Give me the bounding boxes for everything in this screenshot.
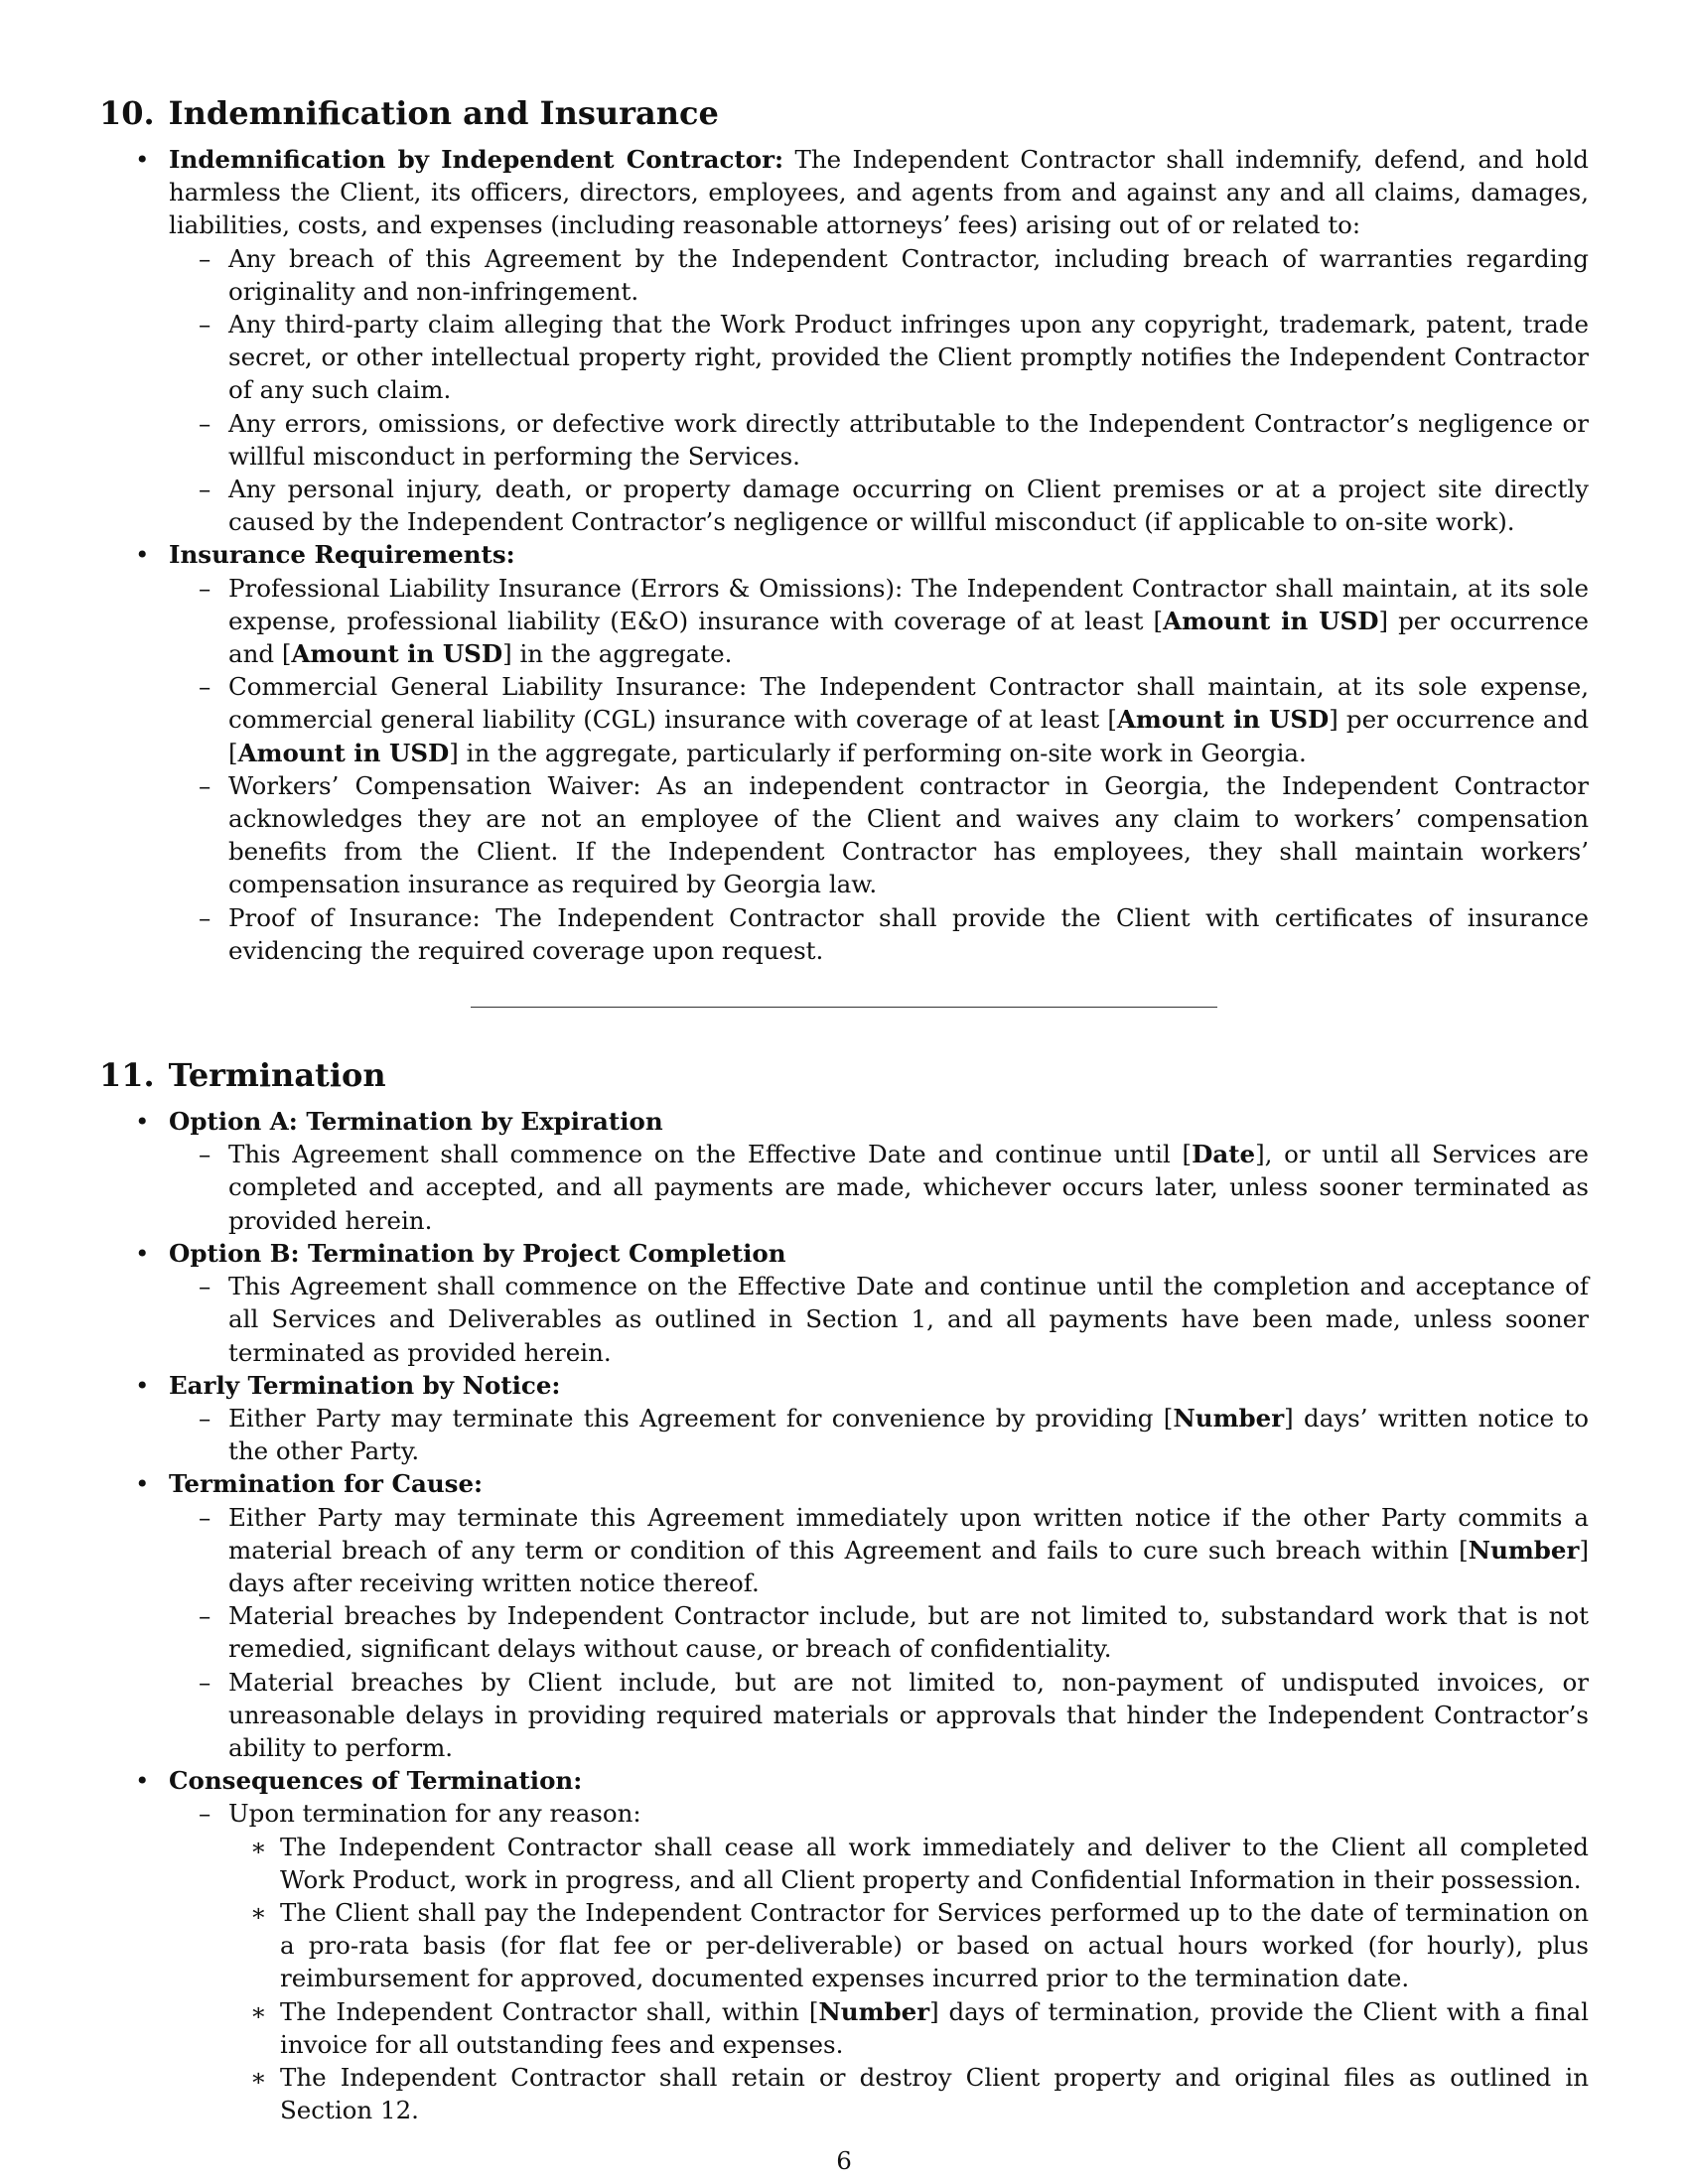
sub-list-item: [99, 407, 1589, 473]
section-10-heading: [99, 91, 1589, 135]
list-item: [99, 1105, 1589, 1237]
sub-sub-list-item: [99, 1896, 1589, 1995]
item-text: ] per occurrence and [: [228, 705, 1590, 767]
sub-sub-list-item: [99, 1995, 1589, 2061]
section-title: Termination: [168, 1056, 386, 1095]
item-label: Option A: Termination by Expiration: [169, 1107, 663, 1137]
sub-list: [169, 1270, 1589, 1369]
bullet-icon: •: [135, 1238, 150, 1268]
item-label: Option B: Termination by Project Completion: [169, 1238, 786, 1268]
item-text: Material breaches by Independent Contractor include, but are not limited to, substandard work that is not remedied, significant delays without cause, or breach of confidentiality.: [228, 1601, 1589, 1664]
item-text: Any personal injury, death, or property damage occurring on Client premises or at a project site directly caused by the Independent Contractor’s negligence or willful misconduct (if applicable to on-site work).: [228, 475, 1589, 537]
item-label: Early Termination by Notice:: [169, 1370, 561, 1400]
sub-list-item: [99, 308, 1589, 407]
dash-icon: –: [199, 1667, 211, 1697]
item-text: ] days after receiving written notice thereof.: [228, 1535, 1589, 1597]
sub-sub-list-item: [99, 1831, 1589, 1896]
list-item: [99, 1467, 1589, 1764]
bullet-icon: •: [135, 145, 150, 174]
asterisk-icon: ∗: [250, 1832, 267, 1861]
document-page: [99, 91, 1589, 2126]
bullet-icon: •: [135, 1370, 150, 1400]
asterisk-icon: ∗: [250, 2062, 267, 2092]
dash-icon: –: [199, 1799, 211, 1829]
sub-list-item: [99, 1402, 1589, 1467]
list-item: [99, 143, 1589, 538]
sub-list-item: [99, 1270, 1589, 1369]
list-item: [99, 1237, 1589, 1369]
dash-icon: –: [199, 310, 211, 340]
item-text: The Independent Contractor shall indemnify, defend, and hold harmless the Client, its officers, directors, employees, and agents from and against any and all claims, damages, liabilities, costs, and expenses (including reasonable attorneys’ fees) arising out of or related to:: [169, 145, 1589, 240]
dash-icon: –: [199, 1140, 211, 1169]
item-label: Indemnification by Independent Contractor:: [169, 145, 784, 174]
item-label: Consequences of Termination:: [169, 1766, 583, 1796]
section-title: Indemnification and Insurance: [168, 94, 719, 132]
item-text: Any breach of this Agreement by the Independent Contractor, including breach of warranties regarding originality and non-infringement.: [228, 243, 1589, 306]
item-text: The Independent Contractor shall, within [: [280, 1996, 819, 2026]
placeholder-field: Amount in USD: [1116, 705, 1330, 735]
sub-sub-list: [228, 1831, 1589, 2127]
list-item: [99, 1369, 1589, 1468]
sub-list: [169, 1501, 1589, 1765]
list-item: [99, 538, 1589, 967]
item-text: This Agreement shall commence on the Effective Date and continue until the completion and acceptance of all Services and Deliverables as outlined in Section 1, and all payments have been made, unless sooner terminated as provided herein.: [228, 1272, 1589, 1367]
horizontal-divider: [471, 1007, 1217, 1008]
item-text: Professional Liability Insurance (Errors & Omissions): The Independent Contractor shall maintain, at its sole expense, professional liability (E&O) insurance with coverage of at least [: [228, 573, 1589, 635]
placeholder-field: Date: [1192, 1140, 1256, 1169]
dash-icon: –: [199, 475, 211, 504]
placeholder-field: Amount in USD: [237, 738, 450, 767]
item-text: Proof of Insurance: The Independent Contractor shall provide the Client with certificates of insurance evidencing the required coverage upon request.: [228, 902, 1589, 965]
sub-list: [169, 242, 1589, 539]
item-text: Either Party may terminate this Agreement for convenience by providing [: [228, 1403, 1174, 1433]
sub-list-item: [99, 1666, 1589, 1765]
item-text: Upon termination for any reason:: [228, 1799, 641, 1829]
item-text: ] days of termination, provide the Client with a final invoice for all outstanding fees and expenses.: [280, 1996, 1589, 2059]
sub-list-item: [99, 670, 1589, 769]
item-text: ] in the aggregate.: [502, 639, 733, 669]
bullet-icon: •: [135, 1766, 150, 1796]
placeholder-field: Number: [1173, 1403, 1285, 1433]
item-text: Any errors, omissions, or defective work directly attributable to the Independent Contractor’s negligence or willful misconduct in performing the Services.: [228, 408, 1589, 471]
item-text: Either Party may terminate this Agreement immediately upon written notice if the other Party commits a material breach of any term or condition of this Agreement and fails to cure such breach within [: [228, 1502, 1589, 1565]
dash-icon: –: [199, 672, 211, 702]
page-number: 6: [836, 2146, 852, 2175]
item-text: ] days’ written notice to the other Party.: [228, 1403, 1590, 1466]
sub-list: [169, 1138, 1589, 1237]
sub-list-item: [99, 769, 1589, 901]
dash-icon: –: [199, 1502, 211, 1532]
bullet-icon: •: [135, 540, 150, 570]
dash-icon: –: [199, 1272, 211, 1301]
placeholder-field: Amount in USD: [1163, 606, 1379, 635]
sub-list-item: [99, 1138, 1589, 1237]
item-text: Workers’ Compensation Waiver: As an independent contractor in Georgia, the Independent Contractor acknowledges they are not an employee of the Client and waives any claim to workers’ compensation benefits from the Client. If the Independent Contractor has employees, they shall maintain workers’ compensation insurance as required by Georgia law.: [228, 770, 1589, 899]
item-text: Material breaches by Client include, but are not limited to, non-payment of undisputed invoices, or unreasonable delays in providing required materials or approvals that hinder the Independent Contractor’s ability to perform.: [228, 1667, 1589, 1762]
dash-icon: –: [199, 902, 211, 932]
sub-list: [169, 1402, 1589, 1467]
sub-list-item: [99, 242, 1589, 308]
dash-icon: –: [199, 573, 211, 603]
sub-list-item: [99, 1797, 1589, 2126]
item-text: ] in the aggregate, particularly if performing on-site work in Georgia.: [449, 738, 1307, 767]
list-item: [99, 1764, 1589, 2126]
item-text: Any third-party claim alleging that the Work Product infringes upon any copyright, trademark, patent, trade secret, or other intellectual property right, provided the Client promptly notifies the Independent Contractor of any such claim.: [228, 310, 1589, 405]
dash-icon: –: [199, 1601, 211, 1631]
placeholder-field: Number: [818, 1996, 930, 2026]
bullet-icon: •: [135, 1107, 150, 1137]
section-number: 10.: [99, 94, 155, 132]
sub-list-item: [99, 1599, 1589, 1665]
item-text: The Independent Contractor shall cease all work immediately and deliver to the Client all completed Work Product, work in progress, and all Client property and Confidential Information in their possession.: [280, 1832, 1589, 1894]
placeholder-field: Amount in USD: [291, 639, 503, 669]
dash-icon: –: [199, 1403, 211, 1433]
section-10-list: [99, 143, 1589, 967]
sub-list-item: [99, 473, 1589, 538]
item-label: Termination for Cause:: [169, 1469, 484, 1499]
item-text: The Independent Contractor shall retain or destroy Client property and original files as outlined in Section 12.: [280, 2062, 1589, 2125]
sub-list: [169, 1797, 1589, 2126]
asterisk-icon: ∗: [250, 1996, 267, 2026]
item-label: Insurance Requirements:: [169, 540, 515, 570]
sub-list-item: [99, 901, 1589, 967]
section-number: 11.: [99, 1056, 155, 1095]
section-11-list: [99, 1105, 1589, 2126]
sub-sub-list-item: [99, 2061, 1589, 2126]
placeholder-field: Number: [1468, 1535, 1580, 1565]
asterisk-icon: ∗: [250, 1897, 267, 1927]
dash-icon: –: [199, 243, 211, 273]
section-11-heading: [99, 1053, 1589, 1097]
dash-icon: –: [199, 770, 211, 800]
item-text: Commercial General Liability Insurance: The Independent Contractor shall maintain, at its sole expense, commercial general liability (CGL) insurance with coverage of at least [: [228, 672, 1589, 735]
item-text: This Agreement shall commence on the Effective Date and continue until [: [228, 1140, 1193, 1169]
sub-list-item: [99, 572, 1589, 671]
item-text: The Client shall pay the Independent Contractor for Services performed up to the date of termination on a pro-rata basis (for flat fee or per-deliverable) or based on actual hours worked (for hourly), plus reimbursement for approved, documented expenses incurred prior to the termination date.: [280, 1897, 1589, 1993]
sub-list-item: [99, 1501, 1589, 1600]
dash-icon: –: [199, 408, 211, 438]
bullet-icon: •: [135, 1469, 150, 1499]
sub-list: [169, 572, 1589, 967]
item-text: ], or until all Services are completed and accepted, and all payments are made, whichever occurs later, unless sooner terminated as provided herein.: [228, 1140, 1589, 1235]
item-text: ] per occurrence and [: [228, 606, 1590, 669]
